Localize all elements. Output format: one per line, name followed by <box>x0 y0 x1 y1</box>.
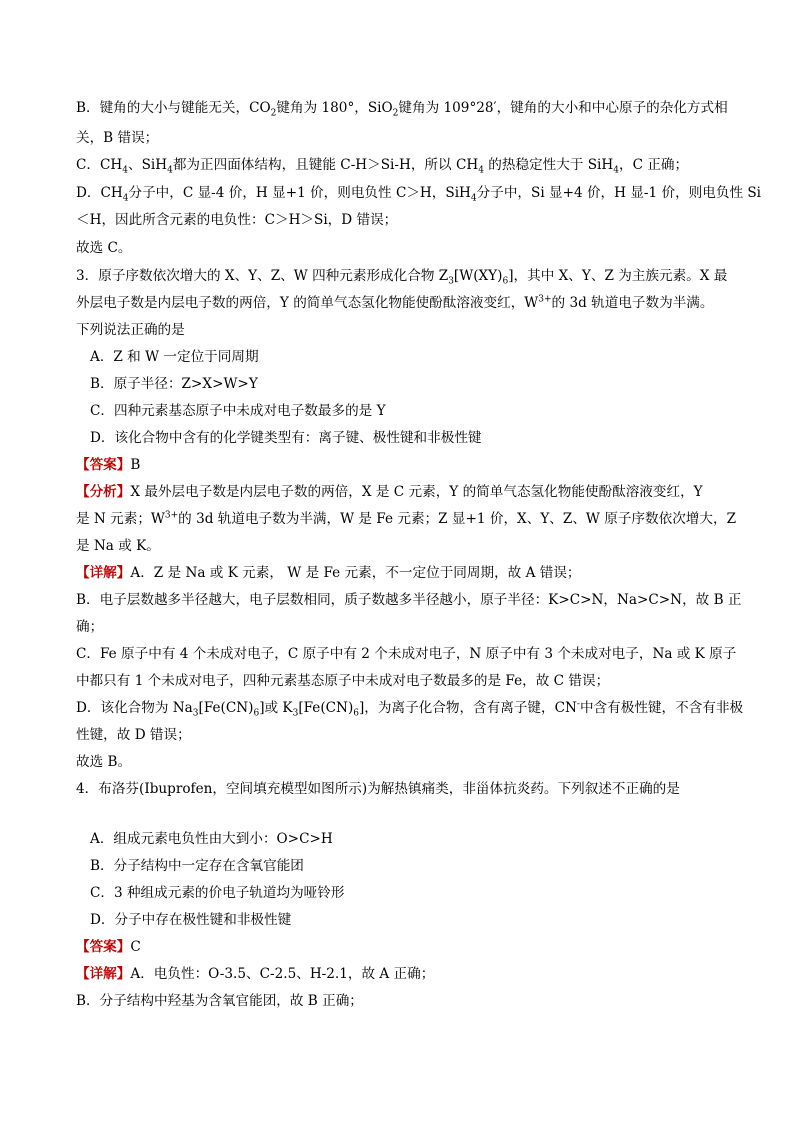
option-b: B．原子半径：Z>X>W>Y <box>90 376 258 392</box>
detail-text: A．Z 是 Na 或 K 元素， W 是 Fe 元素，不一定位于同周期，故 A 错误； <box>130 565 581 581</box>
answer-label: 【答案】 <box>76 939 131 955</box>
subscript: 3 <box>292 708 299 719</box>
text-line: B．分子结构中羟基为含氧官能团，故 B 正确； <box>76 993 363 1009</box>
text-run: ]，其中 X、Y、Z 为主族元素。X 最 <box>508 268 728 284</box>
detail-label: 【详解】 <box>76 565 131 581</box>
text-line <box>76 183 762 204</box>
option-a: A．组成元素电负性由大到小：O>C>H <box>90 831 333 847</box>
option-c: C．3 种组成元素的价电子轨道均为哑铃形 <box>90 885 345 901</box>
answer-label: 【答案】 <box>76 457 131 473</box>
text-run: 是 N 元素；W <box>76 511 165 527</box>
question-4-stem: 4．布洛芬(Ibuprofen，空间填充模型如图所示)为解热镇痛类，非甾体抗炎药。下列叙述不正确的是 <box>76 781 680 797</box>
text-line: 中都只有 1 个未成对电子，四种元素基态原子中未成对电子数最多的是 Fe，故 C 错误； <box>76 673 610 689</box>
answer-value: B <box>130 457 141 473</box>
subscript: 4 <box>167 165 173 176</box>
text-run: D．CH <box>76 185 123 201</box>
text-run: 分子中，Si 显+4 价，H 显-1 价，则电负性 Si <box>476 185 762 201</box>
text-run: ]，为离子化合物，含有离子键，CN <box>359 700 577 716</box>
superscript: 3+ <box>164 510 179 521</box>
subscript: 2 <box>270 108 277 119</box>
text-line: B．电子层数越多半径越大，电子层数相同，质子数越多半径越小，原子半径：K>C>N，Na>C>N，故 B 正 <box>76 592 742 608</box>
detail-label: 【详解】 <box>76 966 131 982</box>
subscript: 4 <box>122 165 128 176</box>
text-line: 下列说法正确的是 <box>76 322 185 338</box>
superscript: - <box>576 699 580 710</box>
analysis-line <box>76 482 724 502</box>
subscript: 3 <box>192 708 199 719</box>
text-run: 都为正四面体结构，且键能 C-H＞Si-H，所以 CH <box>172 157 479 173</box>
option-d: D．分子中存在极性键和非极性键 <box>90 912 292 928</box>
answer-value: C <box>130 939 141 955</box>
subscript: 4 <box>478 165 484 176</box>
subscript: 3 <box>448 276 454 287</box>
superscript: 3+ <box>538 294 552 305</box>
question-3-stem <box>76 266 728 287</box>
text-line <box>76 509 737 529</box>
text-run: 键角为 180°，SiO <box>276 100 393 116</box>
detail-line <box>76 563 724 583</box>
text-line: 故选 B。 <box>76 754 132 770</box>
text-line: 是 Na 或 K。 <box>76 538 160 554</box>
subscript: 4 <box>122 193 129 204</box>
text-run: ]或 K <box>259 700 293 716</box>
subscript: 4 <box>470 193 477 204</box>
text-run: [Fe(CN) <box>198 700 254 716</box>
answer-line <box>76 937 724 957</box>
text-run: ，C 正确； <box>619 157 689 173</box>
text-run: B．键角的大小与键能无关，CO <box>76 100 271 116</box>
text-run: 的 3d 轨道电子数为半满。 <box>551 295 714 311</box>
option-a: A．Z 和 W 一定位于同周期 <box>90 349 259 365</box>
option-d: D．该化合物中含有的化学键类型有：离子键、极性键和非极性键 <box>90 430 482 446</box>
analysis-text: X 最外层电子数是内层电子数的两倍，X 是 C 元素，Y 的简单气态氢化物能使酚酞溶液变红，Y <box>130 484 703 500</box>
text-run: D．该化合物为 Na <box>76 700 193 716</box>
text-run: [Fe(CN) <box>298 700 354 716</box>
text-run: C．CH <box>76 157 123 173</box>
text-line: 故选 C。 <box>76 240 132 256</box>
subscript: 6 <box>353 708 359 719</box>
text-run: 中含有极性键，不含有非极 <box>579 700 744 716</box>
text-line: 确； <box>76 619 104 635</box>
subscript: 4 <box>613 165 619 176</box>
option-b: B．分子结构中一定存在含氧官能团 <box>90 858 304 874</box>
text-line: C．Fe 原子中有 4 个未成对电子，C 原子中有 2 个未成对电子，N 原子中有 3 个未成对电子，Na 或 K 原子 <box>76 646 737 662</box>
text-run: [W(XY) <box>453 268 503 284</box>
subscript: 2 <box>392 108 399 119</box>
text-line: ＜H，因此所含元素的电负性：C＞H＞Si，D 错误； <box>76 212 398 228</box>
subscript: 6 <box>253 708 260 719</box>
text-line <box>76 98 728 119</box>
text-run: 的 3d 轨道电子数为半满，W 是 Fe 元素；Z 显+1 价，X、Y、Z、W 原子序数依次增大，Z <box>178 511 737 527</box>
analysis-label: 【分析】 <box>76 484 131 500</box>
text-run: 的热稳定性大于 SiH <box>483 157 614 173</box>
text-line <box>76 293 724 313</box>
text-run: 、SiH <box>128 157 168 173</box>
detail-line <box>76 964 724 984</box>
answer-line <box>76 455 724 475</box>
text-run: 键角为 109°28′，键角的大小和中心原子的杂化方式相 <box>398 100 728 116</box>
text-line <box>76 155 724 175</box>
text-run: 3．原子序数依次增大的 X、Y、Z、W 四种元素形成化合物 Z <box>76 268 449 284</box>
text-run: 外层电子数是内层电子数的两倍，Y 的简单气态氢化物能使酚酞溶液变红，W <box>76 295 539 311</box>
text-line <box>76 698 744 719</box>
text-line: 关，B 错误； <box>76 130 159 146</box>
text-run: 分子中，C 显-4 价，H 显+1 价，则电负性 C＞H，SiH <box>128 185 471 201</box>
detail-text: A．电负性：O-3.5、C-2.5、H-2.1，故 A 正确； <box>130 966 435 982</box>
option-c: C．四种元素基态原子中未成对电子数最多的是 Y <box>90 403 386 419</box>
subscript: 6 <box>502 276 509 287</box>
text-line: 性键，故 D 错误； <box>76 727 191 743</box>
